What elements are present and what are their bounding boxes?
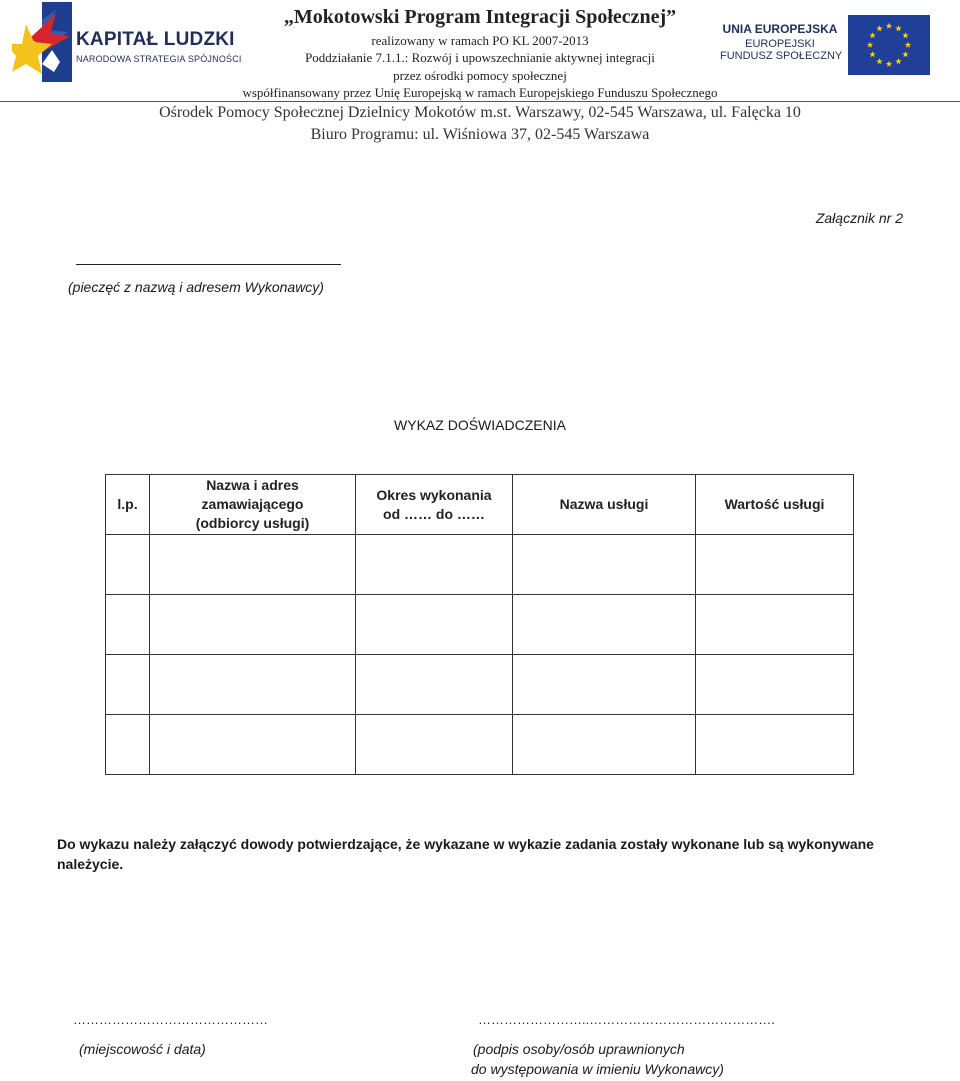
table-row [106,535,854,595]
header-line: (odbiorcy usługi) [195,515,310,531]
table-cell[interactable] [696,535,854,595]
evidence-note: Do wykazu należy załączyć dowody potwierdzające, że wykazane w wykazie zadania zostały wykonane lub są wykonywane należycie. [57,836,874,872]
table-row [106,595,854,655]
header-line: Nazwa usługi [559,496,649,512]
table-cell[interactable] [150,715,356,775]
kapital-ludzki-subtitle: NARODOWA STRATEGIA SPÓJNOŚCI [76,54,242,64]
table-cell[interactable] [106,535,150,595]
program-line-1: realizowany w ramach PO KL 2007-2013 [371,33,589,48]
table-cell[interactable] [150,595,356,655]
signature-dots: ……………………..……………………………………. [478,1012,775,1027]
kapital-ludzki-title: KAPITAŁ LUDZKI [76,29,235,50]
table-cell[interactable] [513,535,696,595]
col-header-service-value [696,475,854,535]
stamp-line [76,264,341,265]
col-header-period [356,475,513,535]
col-header-lp [106,475,150,535]
table-cell[interactable] [513,715,696,775]
header-line: Okres wykonania [376,486,492,503]
header-line: zamawiającego [201,496,304,512]
stamp-caption: (pieczęć z nazwą i adresem Wykonawcy) [68,279,324,295]
place-date-caption: (miejscowość i data) [79,1041,206,1057]
annex-label: Załącznik nr 2 [815,210,903,226]
header-line: od …… do …… [383,505,485,522]
header-line: Nazwa i adres [206,477,299,493]
program-office-address: Biuro Programu: ul. Wiśniowa 37, 02-545 Warszawa [310,126,650,143]
office-address: Ośrodek Pomocy Społecznej Dzielnicy Mokotów m.st. Warszawy, 02-545 Warszawa, ul. Falęcka 10 [159,104,801,121]
table-header-row [106,475,854,535]
experience-table [105,474,854,775]
eu-label-line-1: UNIA EUROPEJSKA [722,22,838,36]
document-title: WYKAZ DOŚWIADCZENIA [394,417,566,433]
col-header-service-name [513,475,696,535]
table-cell[interactable] [150,535,356,595]
table-cell[interactable] [356,535,513,595]
kapital-ludzki-logo [12,2,242,82]
header-line: Wartość usługi [724,496,825,512]
table-cell[interactable] [106,595,150,655]
signature-caption-line-2: do występowania w imieniu Wykonawcy) [471,1061,724,1077]
table-cell[interactable] [696,655,854,715]
eu-flag-icon [848,15,930,75]
table-cell[interactable] [356,715,513,775]
table-cell[interactable] [106,655,150,715]
table-row [106,715,854,775]
program-line-3: przez ośrodki pomocy społecznej [393,68,567,83]
program-title: „Mokotowski Program Integracji Społecznej” [283,6,677,28]
table-cell[interactable] [356,595,513,655]
place-date-dots: ……………………………………… [73,1012,268,1027]
program-line-2: Poddziałanie 7.1.1.: Rozwój i upowszechnianie aktywnej integracji [305,50,655,65]
header-divider [0,101,960,102]
table-cell[interactable] [513,595,696,655]
program-line-4: współfinansowany przez Unię Europejską w ramach Europejskiego Funduszu Społecznego [242,85,718,100]
table-cell[interactable] [696,595,854,655]
table-row [106,655,854,715]
table-cell[interactable] [696,715,854,775]
signature-caption-line-1: (podpis osoby/osób uprawnionych [473,1041,685,1057]
table-cell[interactable] [106,715,150,775]
kapital-ludzki-star-icon [12,2,74,82]
header-line: l.p. [117,496,138,512]
table-cell[interactable] [356,655,513,715]
eu-label-line-3: FUNDUSZ SPOŁECZNY [720,50,843,62]
table-cell[interactable] [150,655,356,715]
eu-fund-label [720,22,843,62]
table-cell[interactable] [513,655,696,715]
col-header-client [150,475,356,535]
eu-label-line-2: EUROPEJSKI [745,38,815,50]
